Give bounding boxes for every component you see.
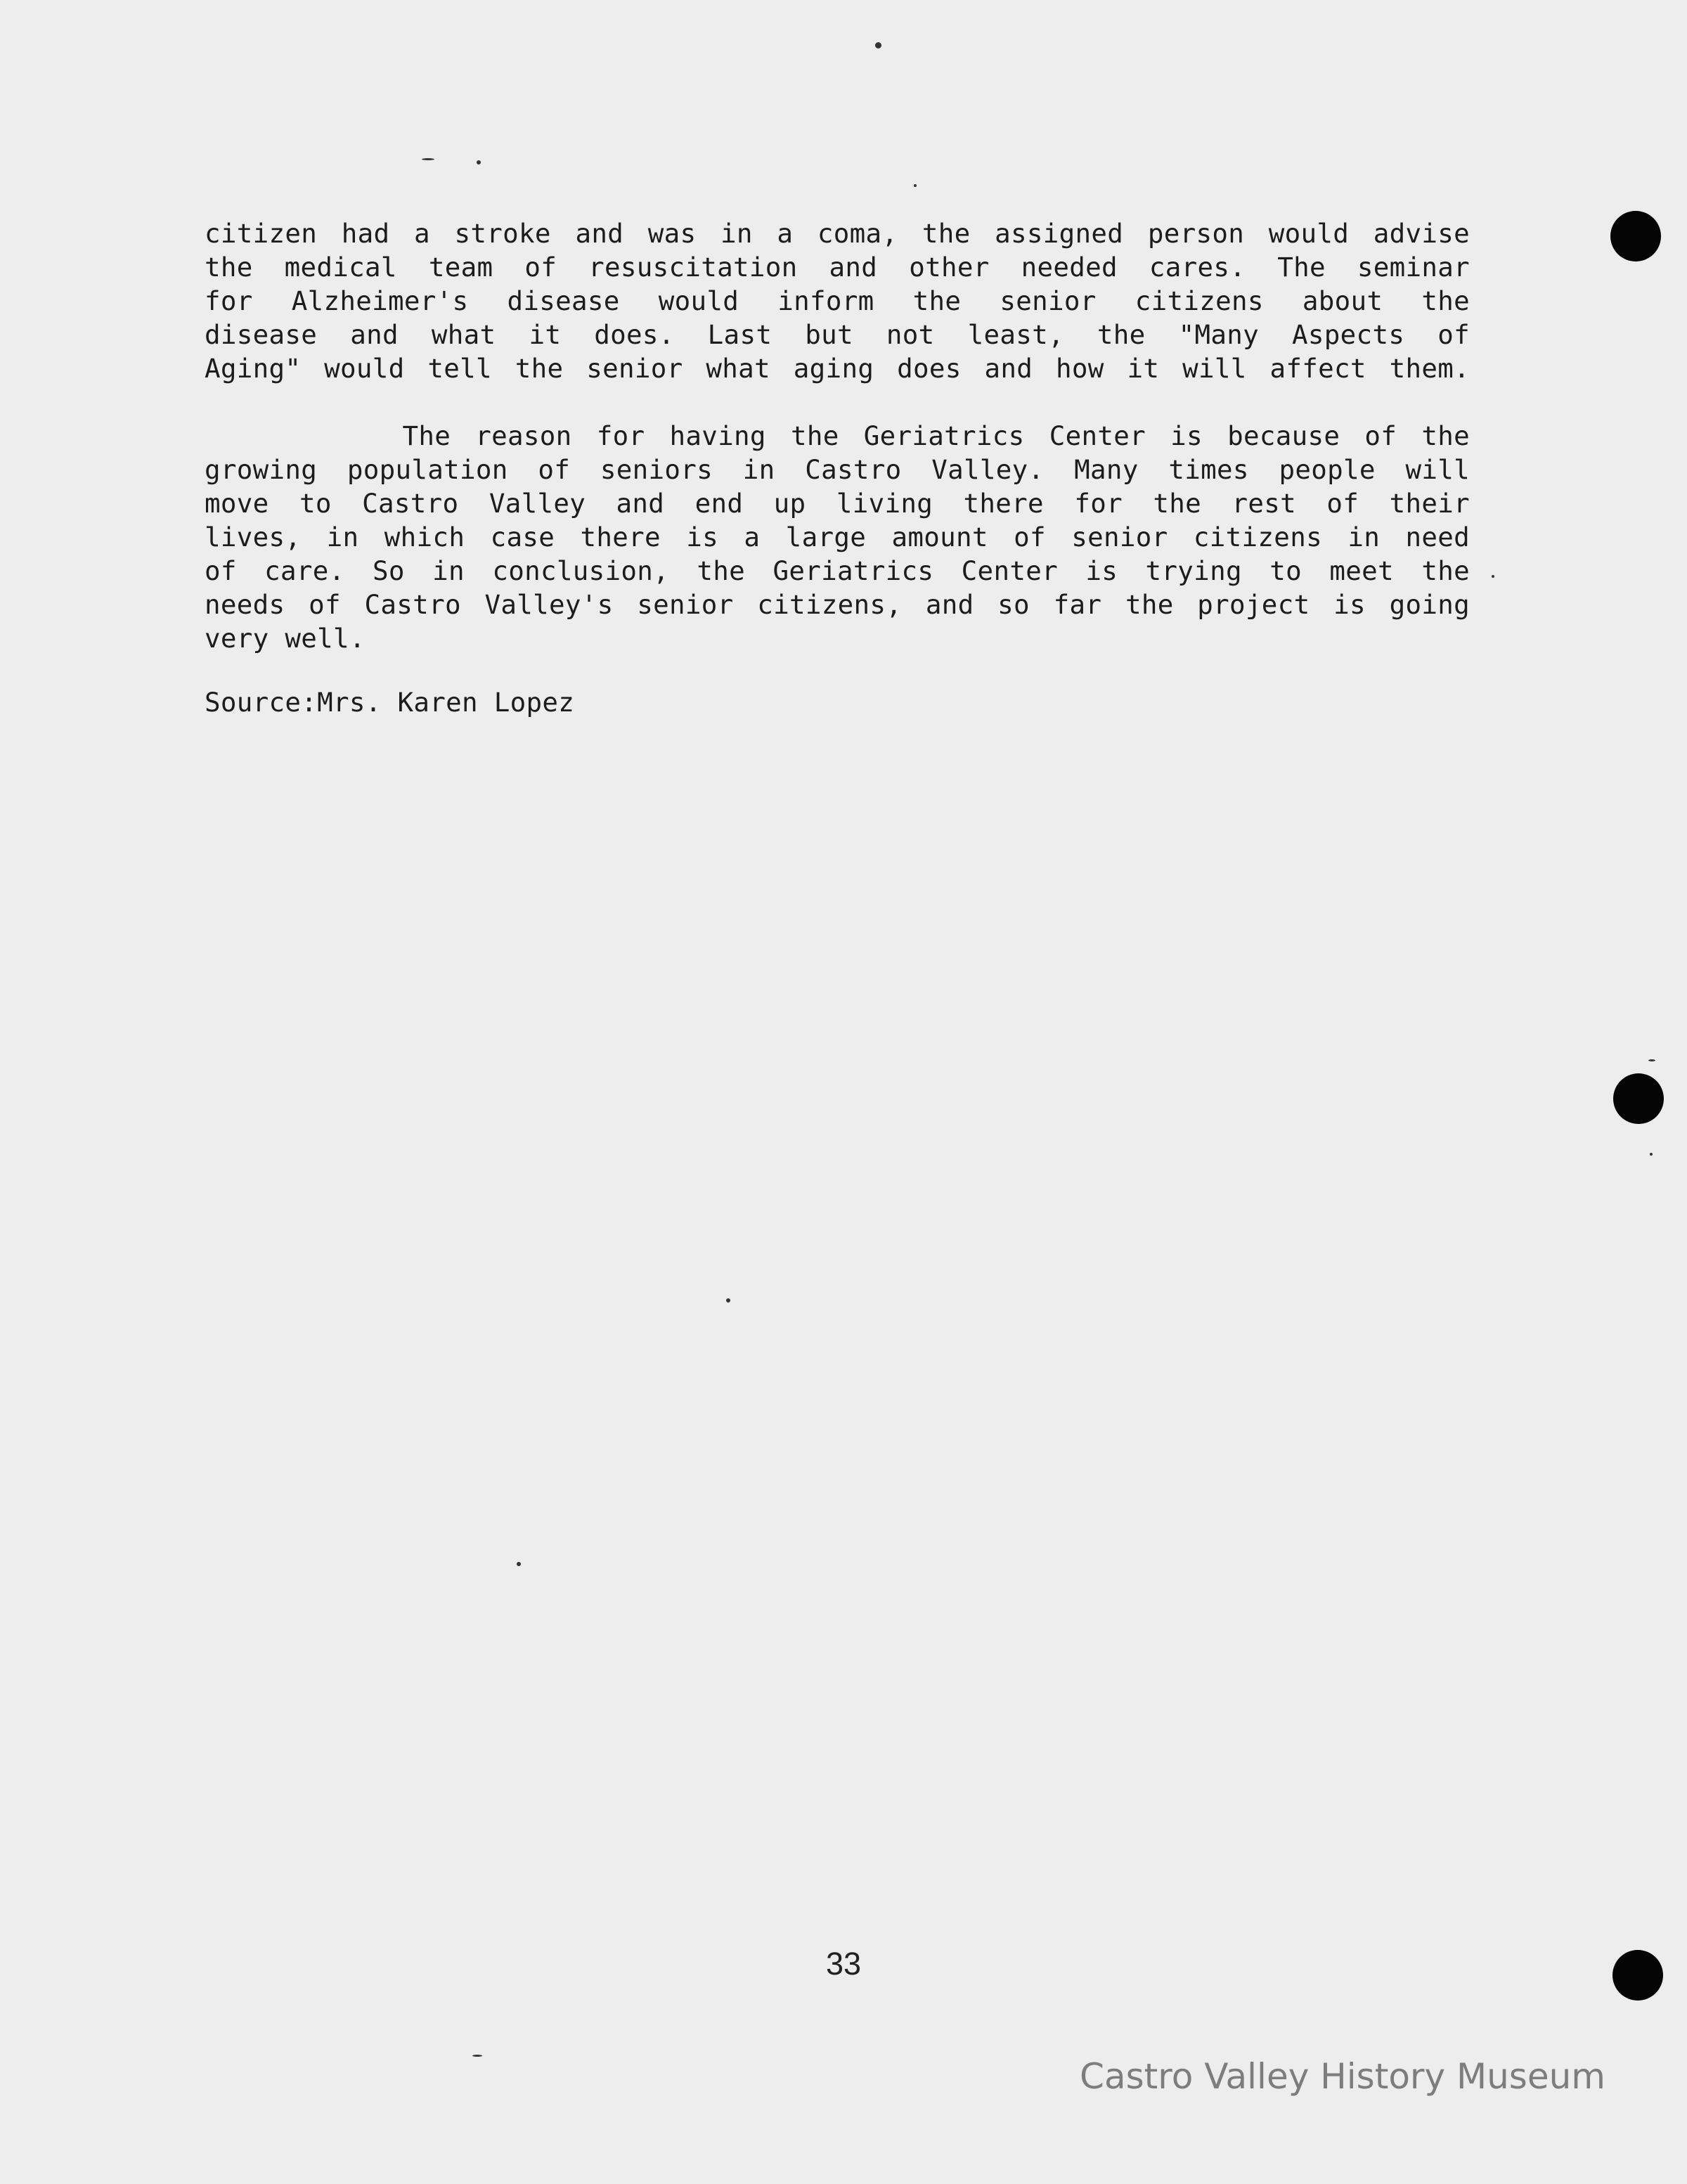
text-line: growing population of seniors in Castro Valley. Many times people will (205, 454, 1470, 485)
punch-hole-top (1610, 211, 1661, 261)
scan-speck (726, 1298, 730, 1303)
text-line: very well. (205, 623, 366, 654)
scan-speck (1648, 1059, 1655, 1061)
page-number: 33 (825, 1946, 862, 1982)
text-line: The reason for having the Geriatrics Center is because of the (205, 420, 1470, 451)
scan-speck (1650, 1153, 1653, 1156)
text-line: citizen had a stroke and was in a coma, the assigned person would advise (205, 218, 1470, 249)
text-line: the medical team of resuscitation and other needed cares. The seminar (205, 252, 1470, 283)
text-line: of care. So in conclusion, the Geriatrics Center is trying to meet the (205, 555, 1470, 586)
museum-watermark: Castro Valley History Museum (1080, 2056, 1605, 2097)
text-line: needs of Castro Valley's senior citizens, and so far the project is going (205, 589, 1470, 620)
punch-hole-bottom (1612, 1950, 1663, 2001)
scan-speck (1492, 575, 1494, 578)
text-line: for Alzheimer's disease would inform the senior citizens about the (205, 285, 1470, 316)
scan-speck (477, 160, 481, 164)
source-line: Source:Mrs. Karen Lopez (205, 687, 575, 718)
text-line: Aging" would tell the senior what aging does and how it will affect them. (205, 353, 1470, 384)
scan-speck (422, 158, 434, 160)
scan-speck (517, 1562, 521, 1566)
text-line: lives, in which case there is a large amount of senior citizens in need (205, 522, 1470, 553)
scan-speck (472, 2055, 482, 2057)
text-line: move to Castro Valley and end up living there for the rest of their (205, 488, 1470, 519)
scan-speck (875, 42, 881, 49)
text-line: disease and what it does. Last but not least, the "Many Aspects of (205, 319, 1470, 350)
scan-speck (914, 184, 917, 187)
punch-hole-middle (1613, 1073, 1664, 1124)
